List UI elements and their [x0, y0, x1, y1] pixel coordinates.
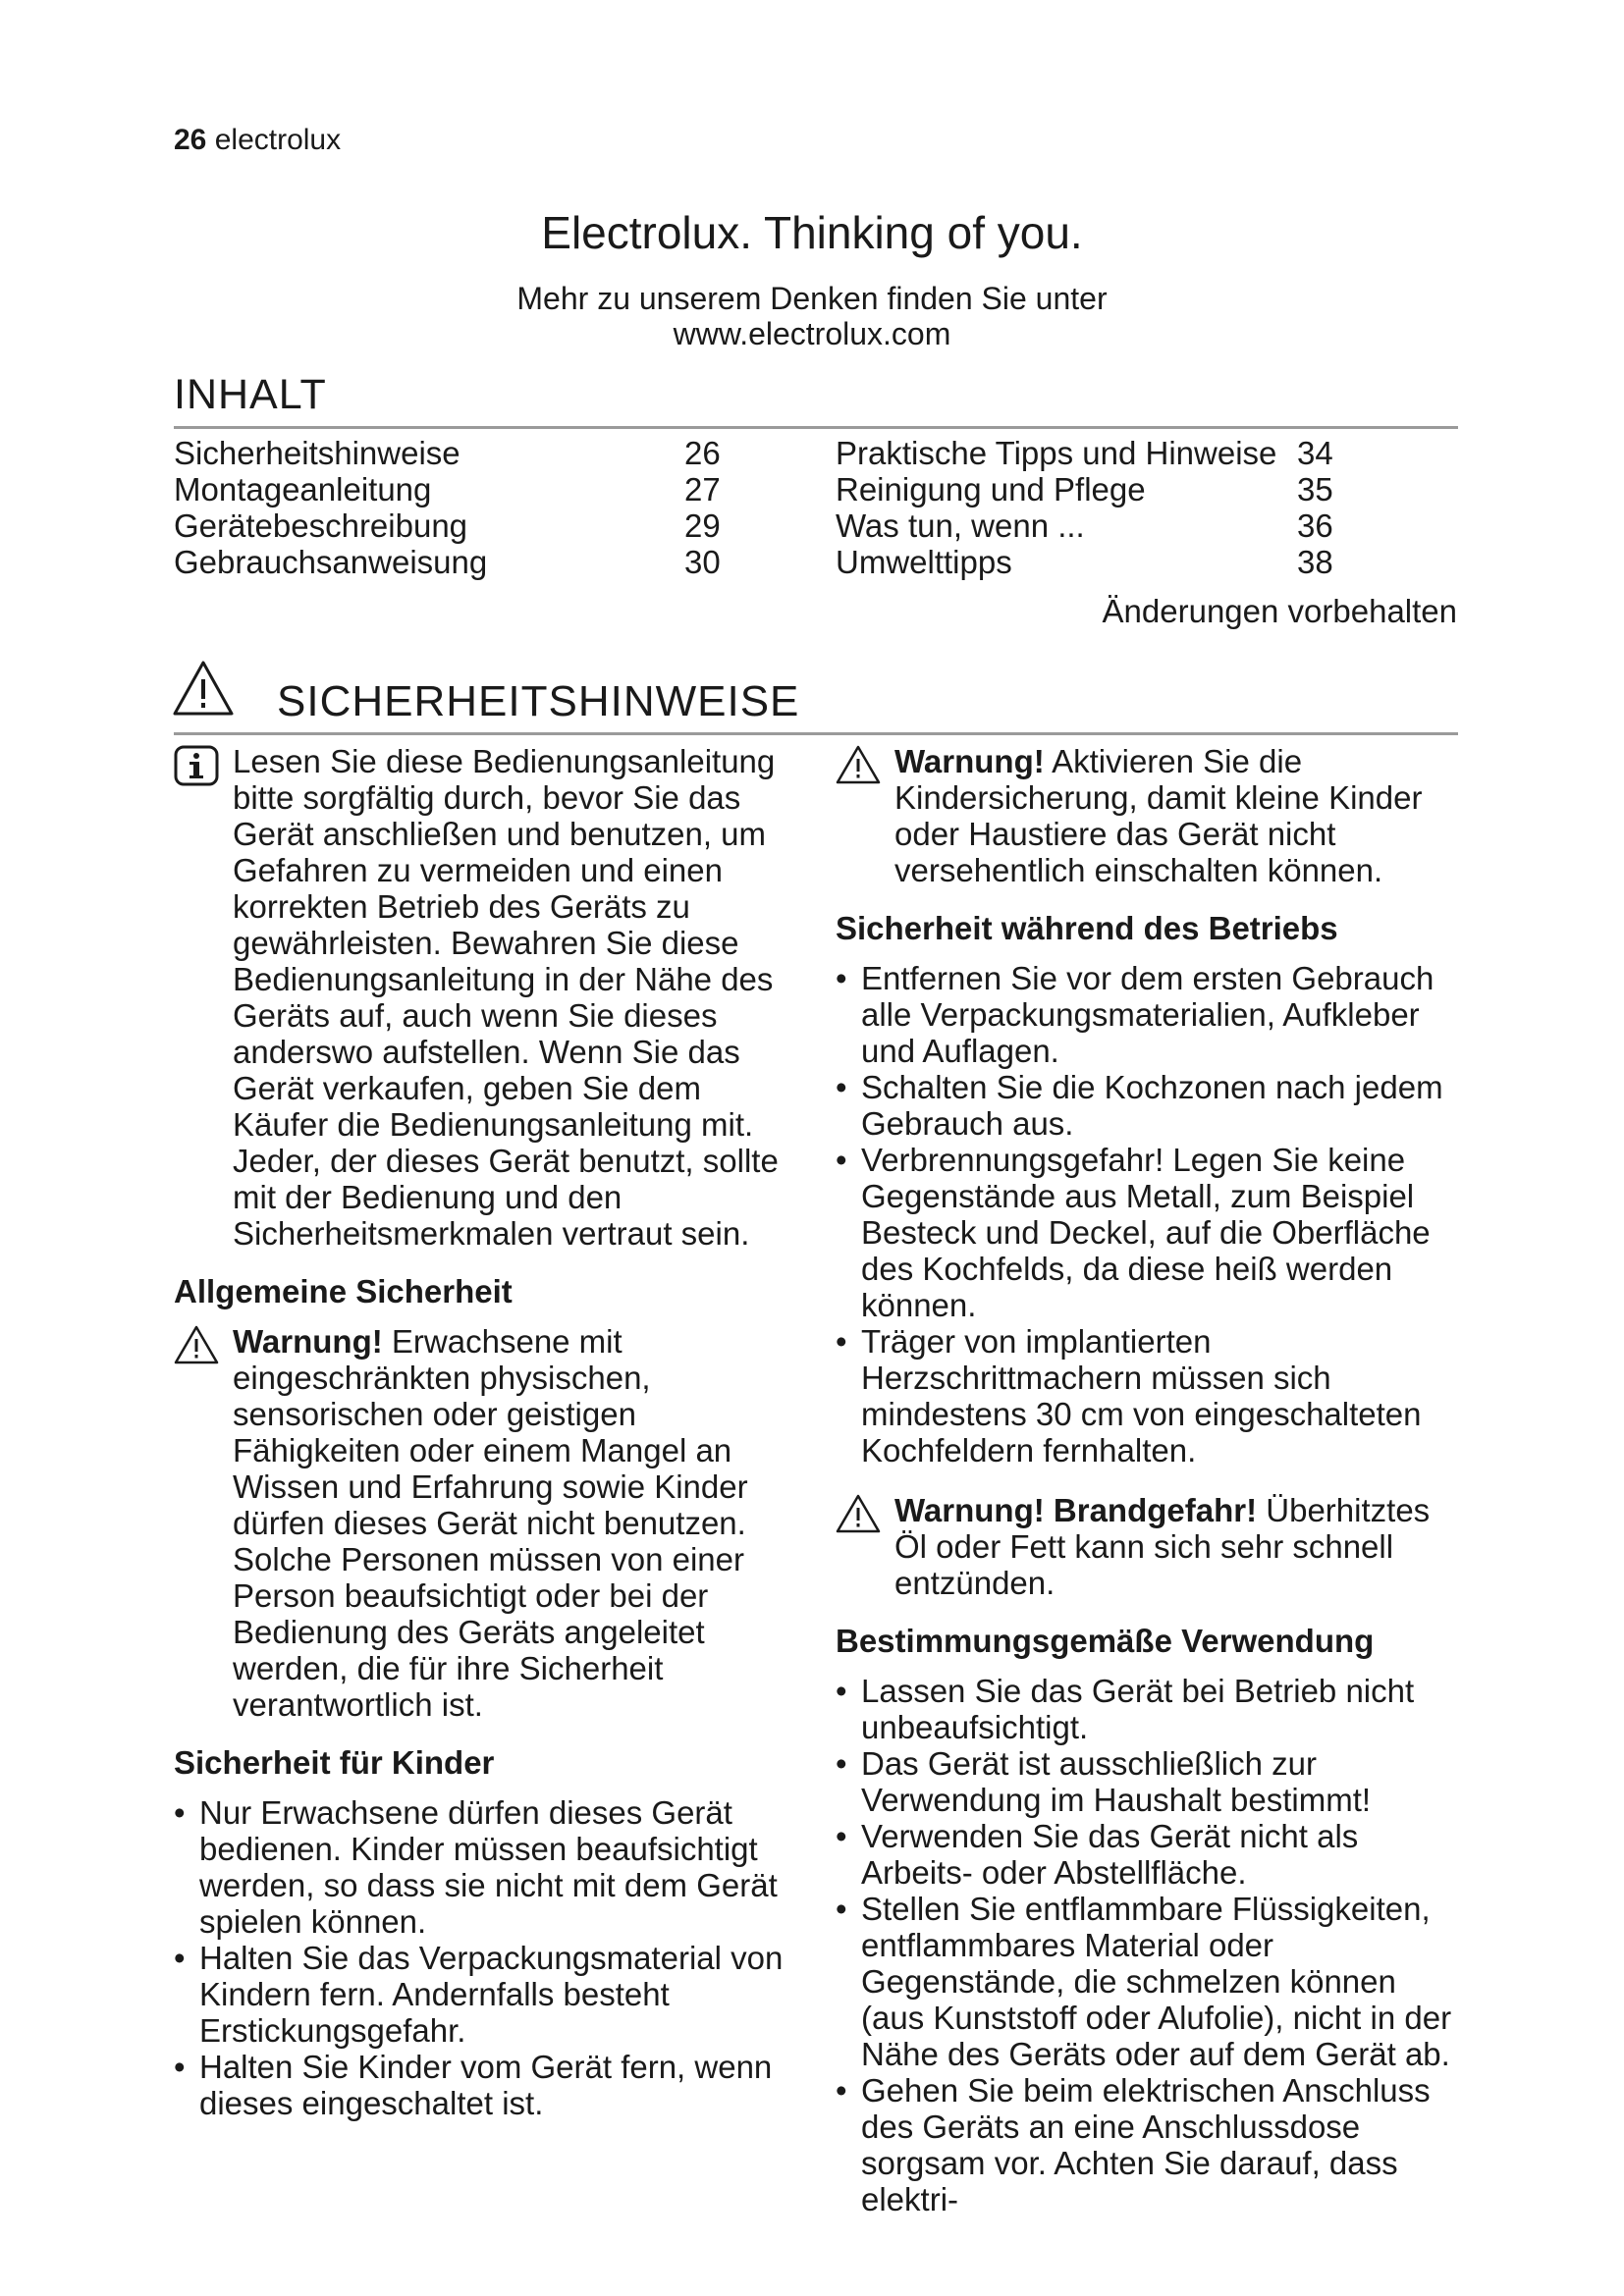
list-item: • Halten Sie Kinder vom Gerät fern, wenn dieses eingeschaltet ist.: [174, 2049, 802, 2121]
changes-note: Änderungen vorbehalten: [1102, 593, 1457, 629]
brand-title: Electrolux. Thinking of you.: [541, 207, 1083, 258]
warning-paragraph: [836, 1492, 1458, 1601]
toc-entry-label: Umwelttipps: [836, 544, 1012, 580]
warning-body: Erwachsene mit eingeschränkten physischen, sensorischen oder geistigen Fähigkeiten oder einem Mangel an Wissen und Erfahrung sowie Kinder dürfen dieses Gerät nicht benutzen. Solche Personen müssen von einer Person beaufsichtigt oder bei der Bedienung des Geräts angeleitet werden, die für ihre Sicherheit verantwortlich ist.: [233, 1323, 748, 1723]
warning-label: Warnung!: [894, 743, 1045, 779]
warning-icon: [836, 745, 894, 791]
toc-entry-label: Was tun, wenn ...: [836, 507, 1085, 544]
toc-entry-label: Sicherheitshinweise: [174, 435, 460, 471]
right-column: [836, 743, 1458, 2217]
safety-rule: [174, 732, 1458, 735]
toc-entry-label: Reinigung und Pflege: [836, 471, 1146, 507]
page-number: 26: [174, 124, 207, 156]
toc-entry-page: 34: [1297, 435, 1333, 471]
list-item: • Nur Erwachsene dürfen dieses Gerät bedienen. Kinder müssen beaufsichtigt werden, so dass sie nicht mit dem Gerät spielen können.: [174, 1794, 802, 1940]
warning-icon: [174, 1325, 233, 1371]
list-item: • Schalten Sie die Kochzonen nach jedem Gebrauch aus.: [836, 1069, 1458, 1142]
list-item: • Halten Sie das Verpackungsmaterial von Kindern fern. Andernfalls besteht Erstickungsgefahr.: [174, 1940, 802, 2049]
toc-entry[interactable]: [174, 544, 763, 580]
list-item: • Lassen Sie das Gerät bei Betrieb nicht unbeaufsichtigt.: [836, 1673, 1458, 1745]
toc-entry[interactable]: [174, 471, 763, 507]
warning-icon: [836, 1494, 894, 1540]
page-header: [174, 124, 341, 157]
warning-body: Überhitztes Öl oder Fett kann sich sehr schnell entzünden.: [894, 1492, 1431, 1601]
toc-entry-page: 26: [684, 435, 721, 471]
toc-right-column: [836, 435, 1464, 580]
operation-safety-list: [836, 960, 1458, 1468]
toc-entry-label: Gebrauchsanweisung: [174, 544, 488, 580]
section-heading-safety: SICHERHEITSHINWEISE: [277, 677, 800, 725]
warning-text: [233, 1323, 802, 1723]
toc-entry-label: Montageanleitung: [174, 471, 432, 507]
intended-use-list: [836, 1673, 1458, 2217]
subheading-child-safety: Sicherheit für Kinder: [174, 1744, 495, 1781]
subheading-general-safety: Allgemeine Sicherheit: [174, 1273, 513, 1309]
child-safety-list: [174, 1794, 802, 2121]
warning-triangle-icon: [172, 660, 235, 717]
brand-name: electrolux: [214, 124, 342, 156]
list-item: • Verbrennungsgefahr! Legen Sie keine Gegenstände aus Metall, zum Beispiel Besteck und Deckel, auf die Oberfläche des Kochfelds, da diese heiß werden können.: [836, 1142, 1458, 1323]
intro-text: Lesen Sie diese Bedienungsanleitung bitte sorgfältig durch, bevor Sie das Gerät anschließen und benutzen, um Gefahren zu vermeiden und einen korrekten Betrieb des Geräts zu gewährleisten. Bewahren Sie diese Bedienungsanleitung in der Nähe des Geräts auf, auch wenn Sie dieses anderswo aufstellen. Wenn Sie das Gerät verkaufen, geben Sie dem Käufer die Bedienungsanleitung mit. Jeder, der dieses Gerät benutzt, sollte mit der Bedienung und den Sicherheitsmerkmalen vertraut sein.: [233, 743, 779, 1252]
list-item: • Verwenden Sie das Gerät nicht als Arbeits- oder Abstellfläche.: [836, 1818, 1458, 1891]
subtitle-line: Mehr zu unserem Denken finden Sie unter: [516, 281, 1108, 316]
toc-entry[interactable]: [174, 507, 763, 544]
list-item: • Entfernen Sie vor dem ersten Gebrauch alle Verpackungsmaterialien, Aufkleber und Auflagen.: [836, 960, 1458, 1069]
warning-text: [894, 743, 1458, 888]
toc-entry-page: 36: [1297, 507, 1333, 544]
info-paragraph: [174, 743, 802, 1252]
warning-paragraph: [836, 743, 1458, 888]
toc-entry-page: 38: [1297, 544, 1333, 580]
toc-rule: [174, 426, 1458, 429]
info-icon: [174, 745, 233, 793]
list-item: • Träger von implantierten Herzschrittmachern müssen sich mindestens 30 cm von eingeschalteten Kochfeldern fernhalten.: [836, 1323, 1458, 1468]
toc-entry-page: 30: [684, 544, 721, 580]
warning-label: Warnung!: [233, 1323, 383, 1360]
list-item: • Stellen Sie entflammbare Flüssigkeiten, entflammbares Material oder Gegenstände, die schmelzen können (aus Kunststoff oder Alufolie), nicht in der Nähe des Geräts oder auf dem Gerät ab.: [836, 1891, 1458, 2072]
toc-entry-page: 29: [684, 507, 721, 544]
toc-entry-page: 35: [1297, 471, 1333, 507]
toc-entry[interactable]: [836, 507, 1464, 544]
list-item: • Das Gerät ist ausschließlich zur Verwendung im Haushalt bestimmt!: [836, 1745, 1458, 1818]
toc-entry-label: Gerätebeschreibung: [174, 507, 468, 544]
warning-text: [894, 1492, 1458, 1601]
brand-subtitle: [0, 281, 1624, 351]
toc-heading: INHALT: [174, 371, 327, 418]
warning-paragraph: [174, 1323, 802, 1723]
toc-entry[interactable]: [836, 544, 1464, 580]
toc-entry[interactable]: [836, 471, 1464, 507]
left-column: [174, 743, 802, 2121]
toc-entry-page: 27: [684, 471, 721, 507]
website-url: www.electrolux.com: [673, 316, 951, 351]
toc-entry-label: Praktische Tipps und Hinweise: [836, 435, 1277, 471]
warning-body: Aktivieren Sie die Kindersicherung, damit kleine Kinder oder Haustiere das Gerät nicht versehentlich einschalten können.: [894, 743, 1423, 888]
warning-label: Warnung! Brandgefahr!: [894, 1492, 1258, 1528]
toc-entry[interactable]: [174, 435, 763, 471]
toc-left-column: [174, 435, 763, 580]
subheading-operation-safety: Sicherheit während des Betriebs: [836, 910, 1338, 946]
subheading-intended-use: Bestimmungsgemäße Verwendung: [836, 1623, 1375, 1659]
list-item: • Gehen Sie beim elektrischen Anschluss des Geräts an eine Anschlussdose sorgsam vor. Achten Sie darauf, dass elektri-: [836, 2072, 1458, 2217]
toc-entry[interactable]: [836, 435, 1464, 471]
